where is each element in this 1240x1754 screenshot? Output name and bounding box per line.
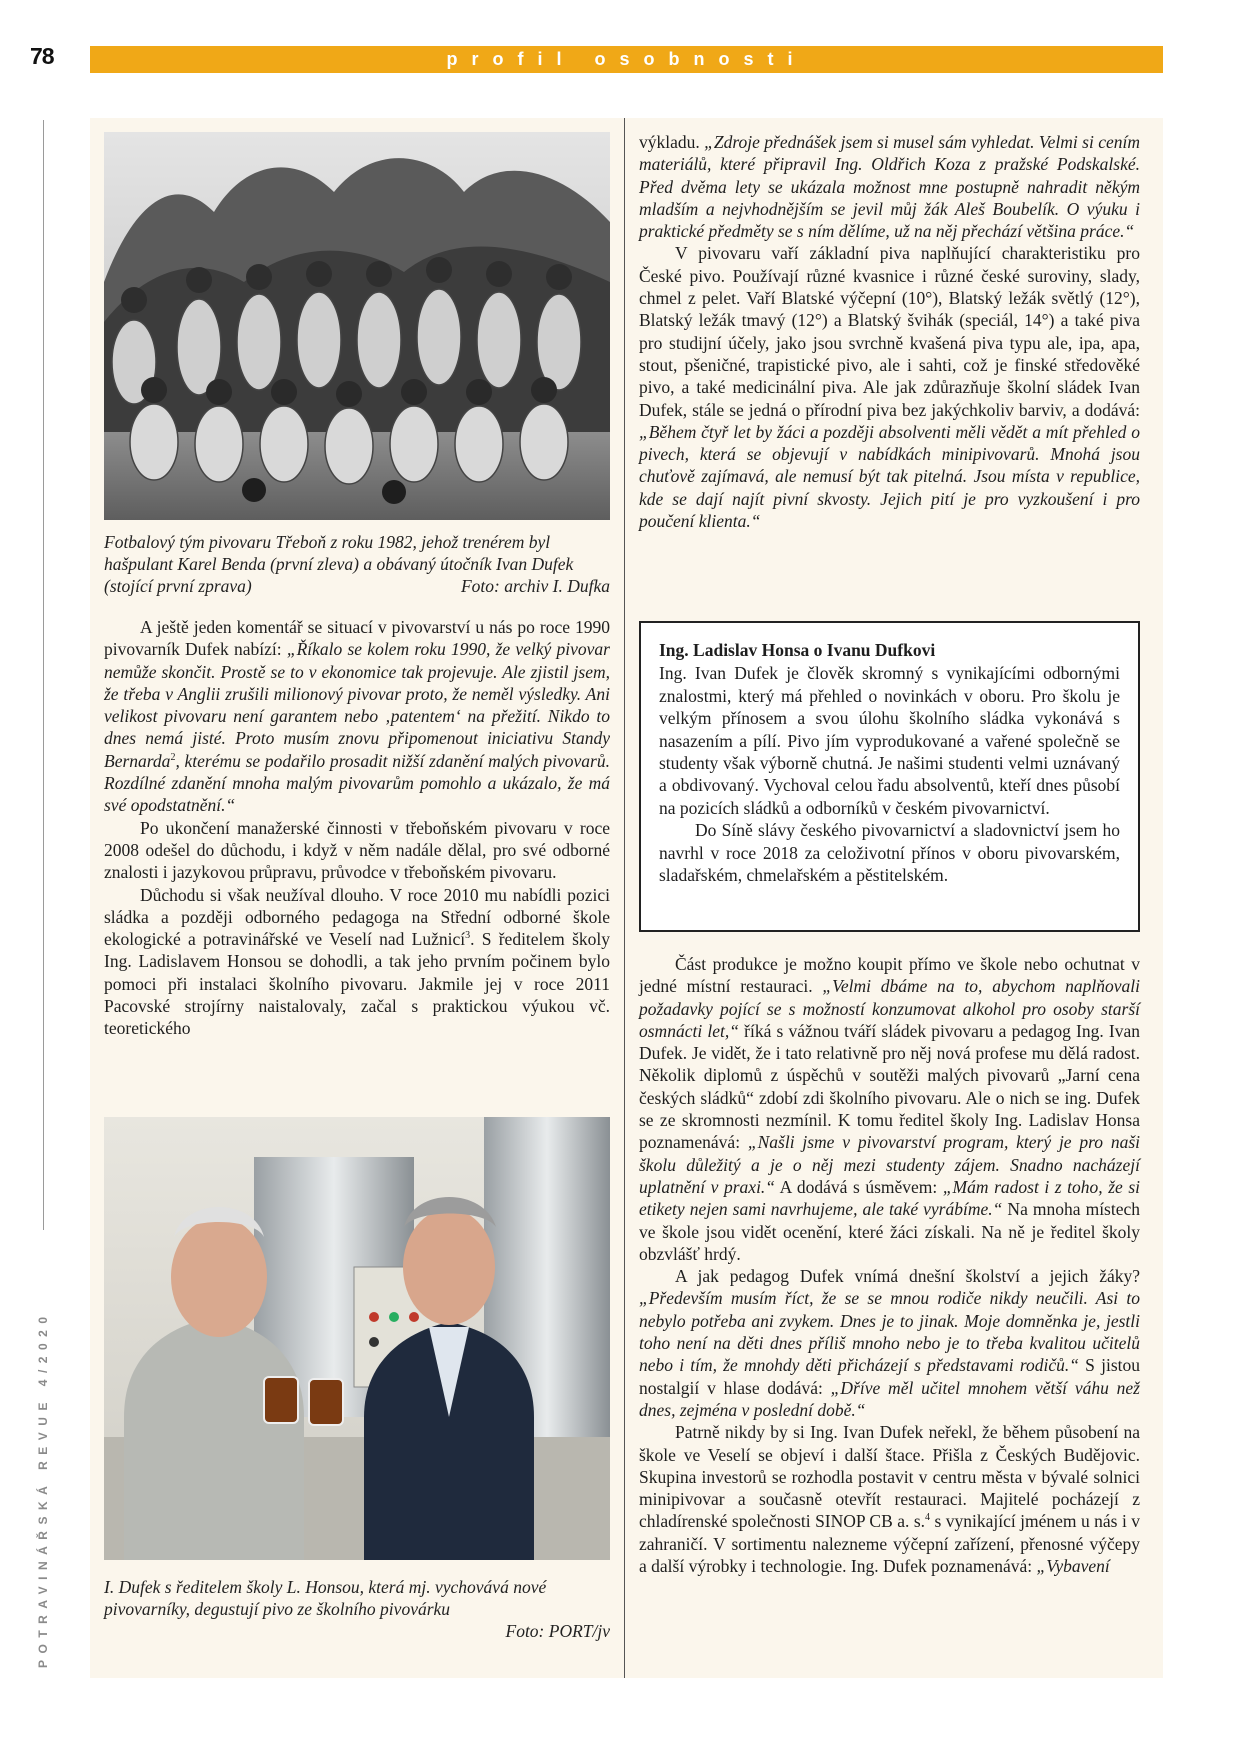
sidebox-paragraph: Ing. Ivan Dufek je člověk skromný s vynikajícími odbornými znalostmi, který má přehled o novinkách v oboru. Pro školu je velkým přínosem a svou úlohu školního sládka vykonává s nasazením a pílí. Pivo jím vyprodukované a vařené společně se studenty však výborně chutná. Je našimi studenti velmi uznávaný a obdivovaný. Vychoval celou řadu absolventů, kteří dnes působí na pozicích sládků a odborníků v českém pivovarnictví. <box>659 663 1120 818</box>
sidebox-title: Ing. Ladislav Honsa o Ivanu Dufkovi <box>659 640 936 660</box>
right-column-lower-text <box>639 953 1140 1577</box>
sidebox-paragraph: Do Síně slávy českého pivovarnictví a sladovnictví jsem ho navrhl v roce 2018 za celoživotní přínos v oboru pivovarském, sladařském, chmelařském a pěstitelském. <box>659 820 1120 886</box>
left-column-text <box>104 616 610 1040</box>
school-photo-caption <box>104 1576 610 1642</box>
right-column-upper-text <box>639 131 1140 532</box>
paragraph: Patrně nikdy by si Ing. Ivan Dufek neřekl, že během působení na škole ve Veselí se objeví i další štace. Přišla z Českých Budějovic. Skupina investorů se rozhodla postavit v centru města v bývalé solnici minipivovar a současně otevřít restauraci. Majitelé pocházejí z chladírenské společnosti SINOP CB a. s.$^4$ s vynikající jménem u nás i v zahraničí. V sortimentu nalezneme výčepní zařízení, přenosné výčepy a další výrobky i technologie. Ing. Dufek poznamenává: „Vybavení <box>639 1422 1141 1577</box>
school-brewery-photo <box>104 1117 610 1560</box>
paragraph: výkladu. „Zdroje přednášek jsem si musel sám vyhledat. Velmi si cením materiálů, které připravil Ing. Oldřich Koza z pražské Podskalské. Před dvěma lety se ukázala možnost mne postupně nahradit někým mladším a nejvhodnějším se jevil můj žák Aleš Boubelík. O výuku i praktické předměty se s ním dělíme, už na něj přechází většina práce.“ <box>639 132 1140 242</box>
paragraph: V pivovaru vaří základní piva naplňující charakteristiku pro České pivo. Používají různé kvasnice i různé české suroviny, slady, chmel z pelet. Vaří Blatské výčepní (10°), Blatský ležák světlý (12°), Blatský ležák tmavý (12°) a Blatský švihák (speciál, 14°) a také piva pro studijní účely, jako jsou svrchně kvašená piva typu ale, ipa, apa, stout, pšeničné, trapistické pivo, ale i sahti, což je finské středověké pivo, a také medicinální piva. Ale jak zdůrazňuje školní sládek Ivan Dufek, stále se jedná o přírodní piva bez jakýchkoliv barviv, a dodává: „Během čtyř let by žáci a později absolventi měli vědět a mít přehled o pivech, která se objevují v nabídkách minipivovarů. Mnohá jsou chuťově zajímavá, ale nemusí být tak pitelná. Jsou místa v republice, kde se dají najít pivní skvosty. Jejich pití je pro vyzkoušení i pro poučení klienta.“ <box>639 243 1140 532</box>
section-title: profil osobnosti <box>446 49 807 69</box>
section-header-bar <box>90 46 1163 73</box>
school-photo-caption-text: I. Dufek s ředitelem školy L. Honsou, která mj. vychovává nové pivovarníky, degustují pivo ze školního pivovárku <box>104 1577 547 1619</box>
side-rule <box>43 120 44 1230</box>
team-photo <box>104 132 610 520</box>
team-photo-credit: Foto: archiv I. Dufka <box>460 576 610 596</box>
column-divider <box>624 118 625 1678</box>
team-photo-caption-text: Fotbalový tým pivovaru Třeboň z roku 1982, jehož trenérem byl hašpulant Karel Benda (první zleva) a obávaný útočník Ivan Dufek (stojící první zprava) <box>104 532 574 596</box>
magazine-name: POTRAVINÁŘSKÁ REVUE 4/2020 <box>36 1310 50 1668</box>
paragraph: A jak pedagog Dufek vnímá dnešní školství a jejich žáky? „Především musím říct, že se se mnou rodiče nikdy neučili. Asi to nebylo potřeba ani zvykem. Dnes je to jinak. Moje domněnka je, jestli toho není na děti dnes příliš mnoho nebo je to třeba kvalitou učitelů nebo i tím, že mnohdy děti přicházejí s představami rodičů.“ S jistou nostalgií v hlase dodává: „Dříve měl učitel mnohem větší váhu než dnes, zejména v poslední době.“ <box>639 1266 1140 1420</box>
paragraph: Po ukončení manažerské činnosti v třeboňském pivovaru v roce 2008 odešel do důchodu, i když v něm nadále dělal, pro své odborné znalosti i jazykovou průpravu, průvodce v třeboňském pivovaru. <box>104 817 610 883</box>
school-photo-credit: Foto: PORT/jv <box>505 1621 610 1641</box>
quote-sidebox <box>639 621 1140 932</box>
paragraph: Část produkce je možno koupit přímo ve škole nebo ochutnat v jedné místní restauraci. „Velmi dbáme na to, abychom naplňovali požadavky pojící se s možností konzumovat alkohol pro osoby starší osmnácti let,“ říká s vážnou tváří sládek pivovaru a pedagog Ing. Ivan Dufek. Je vidět, že i tato relativně pro něj nová profese mu dělá radost. Několik diplomů z úspěchů v soutěži malých pivovarů „Jarní cena českých sládků“ zdobí zdi školního pivovaru. Ale o nich se ing. Dufek se ze skromnosti nezmínil. K tomu ředitel školy Ing. Ladislav Honsa poznamenává: „Našli jsme v pivovarství program, který je pro naši školu důležitý a je o něj mezi studenty zájem. Snadno nacházejí uplatnění v praxi.“ A dodává s úsměvem: „Mám radost i z toho, že si etikety nejen sami navrhujeme, ale také vyrábíme.“ Na mnoha místech ve škole jsou vidět ocenění, které žáci získali. Na ně je ředitel školy obzvlášť hrdý. <box>639 954 1141 1264</box>
paragraph: Důchodu si však neužíval dlouho. V roce 2010 mu nabídli pozici sládka a později odborného pedagoga na Střední odborné škole ekologické a potravinářské ve Veselí nad Lužnicí$^3$. S ředitelem školy Ing. Ladislavem Honsou se dohodli, a tak jeho prvním počinem bylo pomoci při instalaci školního pivovaru. Jakmile jej v roce 2011 Pacovské strojírny naistalovaly, začal s praktickou výukou vč. teoretického <box>104 884 610 1039</box>
team-photo-caption <box>104 531 610 597</box>
paragraph: A ještě jeden komentář se situací v pivovarství u nás po roce 1990 pivovarník Dufek nabízí: „Říkalo se kolem roku 1990, že velký pivovar nemůže skončit. Prostě se to v ekonomice tak projevuje. Ale zjistil jsem, že třeba v Anglii zrušili milionový pivovar proto, že neměl výsledky. Ani velikost pivovaru není garantem nebo ‚patentem‘ na přežití. Nikdo to dnes nemá jisté. Proto musím znovu připomenout iniciativu Standy Bernarda$^2$, kterému se podařilo prosadit nižší zdanění malých pivovarů. Rozdílné zdanění mnoha malým pivovarům pomohlo a ukázalo, že má své opodstatnění.“ <box>104 617 610 816</box>
page-number: 78 <box>30 43 54 69</box>
